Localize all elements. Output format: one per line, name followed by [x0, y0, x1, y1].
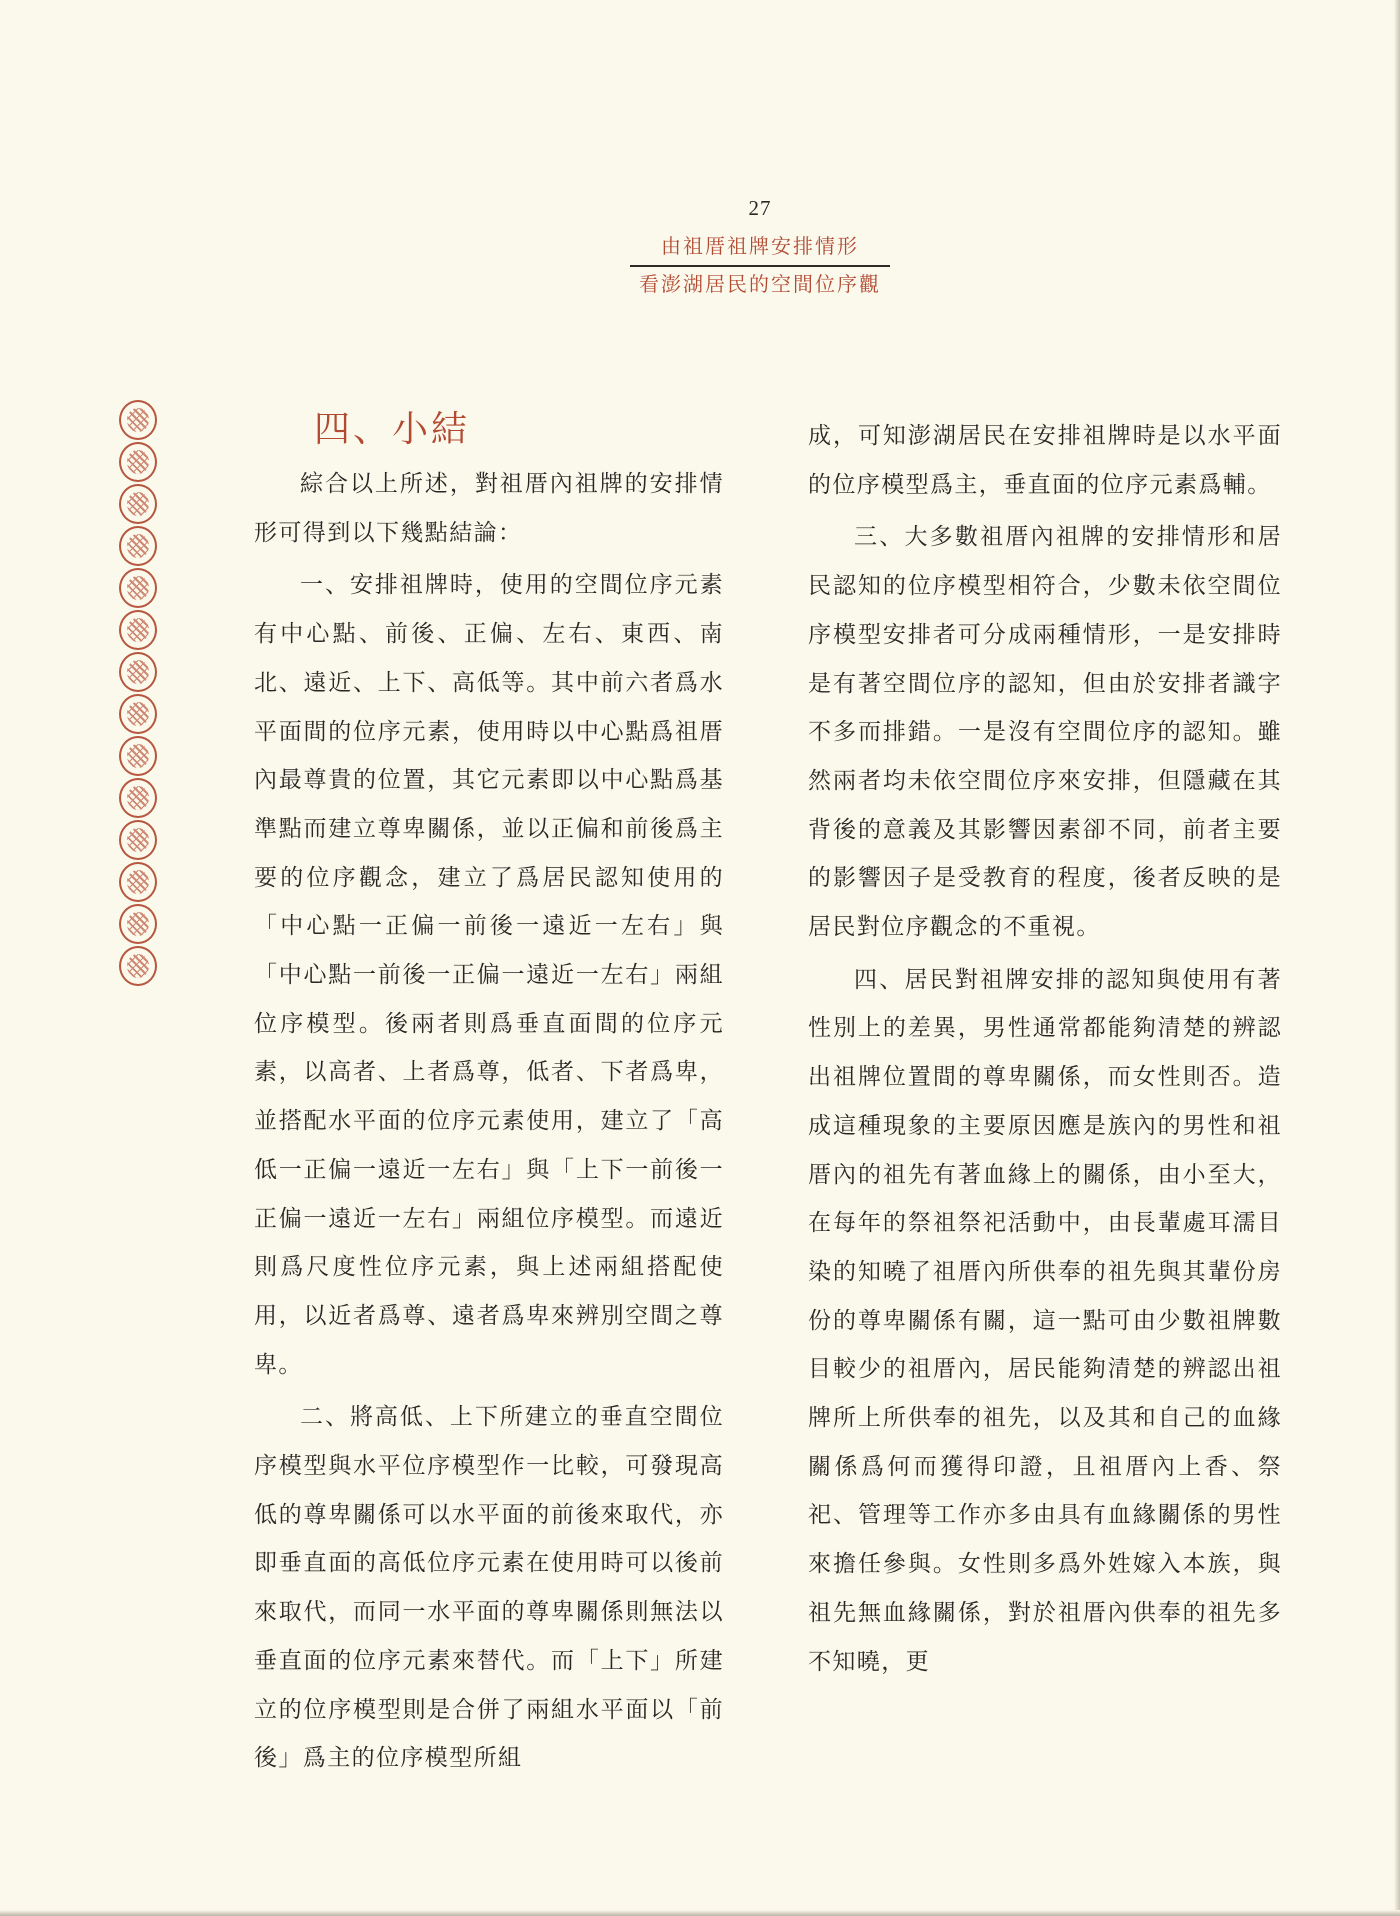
- running-title-line-1: 由祖厝祖牌安排情形: [630, 233, 890, 267]
- page-edge: [1394, 0, 1400, 1916]
- seal-stamp-icon: [119, 904, 157, 944]
- seal-stamp-strip: [116, 400, 160, 988]
- running-title-line-2: 看澎湖居民的空間位序觀: [639, 272, 881, 296]
- paragraph: 三、大多數祖厝內祖牌的安排情形和居民認知的位序模型相符合，少數未依空間位序模型安排者可分成兩種情形，一是安排時是有著空間位序的認知，但由於安排者識字不多而排錯。一是沒有空間位序的認知。雖然兩者均未依空間位序來安排，但隱藏在其背後的意義及其影響因素卻不同，前者主要的影響因子是受教育的程度，後者反映的是居民對位序觀念的不重視。: [808, 524, 1282, 941]
- seal-stamp-icon: [119, 736, 157, 776]
- section-title: 四、小結: [314, 409, 471, 450]
- seal-stamp-icon: [119, 946, 157, 986]
- paragraph: 二、將高低、上下所建立的垂直空間位序模型與水平位序模型作一比較，可發現高低的尊卑關係可以水平面的前後來取代，亦即垂直面的高低位序元素在使用時可以後前來取代，而同一水平面的尊卑關係則無法以垂直面的位序元素來替代。而「上下」所建立的位序模型則是合併了兩組水平面以「前後」爲主的位序模型所組: [254, 1404, 724, 1772]
- paragraph: 綜合以上所述，對祖厝內祖牌的安排情形可得到以下幾點結論：: [254, 471, 724, 546]
- seal-stamp-icon: [119, 610, 157, 650]
- left-column: [254, 406, 724, 1787]
- seal-stamp-icon: [119, 442, 157, 482]
- seal-stamp-icon: [119, 778, 157, 818]
- seal-stamp-icon: [119, 862, 157, 902]
- seal-stamp-icon: [119, 820, 157, 860]
- right-column: [808, 412, 1282, 1690]
- seal-stamp-icon: [119, 526, 157, 566]
- page-edge: [0, 1910, 1400, 1916]
- seal-stamp-icon: [119, 568, 157, 608]
- paragraph: 四、居民對祖牌安排的認知與使用有著性別上的差異，男性通常都能夠清楚的辨認出祖牌位置間的尊卑關係，而女性則否。造成這種現象的主要原因應是族內的男性和祖厝內的祖先有著血緣上的關係，由小至大，在每年的祭祖祭祀活動中，由長輩處耳濡目染的知曉了祖厝內所供奉的祖先與其輩份房份的尊卑關係有關，這一點可由少數祖牌數目較少的祖厝內，居民能夠清楚的辨認出祖牌所上所供奉的祖先，以及其和自己的血緣關係爲何而獲得印證，且祖厝內上香、祭祀、管理等工作亦多由具有血緣關係的男性來擔任參與。女性則多爲外姓嫁入本族，與祖先無血緣關係，對於祖厝內供奉的祖先多不知曉，更: [808, 966, 1282, 1675]
- page-header: [610, 196, 910, 297]
- paragraph: 成，可知澎湖居民在安排祖牌時是以水平面的位序模型爲主，垂直面的位序元素爲輔。: [808, 423, 1282, 498]
- page-number: 27: [748, 196, 772, 220]
- seal-stamp-icon: [119, 400, 157, 440]
- seal-stamp-icon: [119, 694, 157, 734]
- paragraph: 一、安排祖牌時，使用的空間位序元素有中心點、前後、正偏、左右、東西、南北、遠近、上下、高低等。其中前六者爲水平面間的位序元素，使用時以中心點爲祖厝內最尊貴的位置，其它元素即以中心點爲基準點而建立尊卑關係，並以正偏和前後爲主要的位序觀念，建立了爲居民認知使用的「中心點一正偏一前後一遠近一左右」與「中心點一前後一正偏一遠近一左右」兩組位序模型。後兩者則爲垂直面間的位序元素，以高者、上者爲尊，低者、下者爲卑，並搭配水平面的位序元素使用，建立了「高低一正偏一遠近一左右」與「上下一前後一正偏一遠近一左右」兩組位序模型。而遠近則爲尺度性位序元素，與上述兩組搭配使用，以近者爲尊、遠者爲卑來辨別空間之尊卑。: [254, 572, 724, 1378]
- seal-stamp-icon: [119, 652, 157, 692]
- seal-stamp-icon: [119, 484, 157, 524]
